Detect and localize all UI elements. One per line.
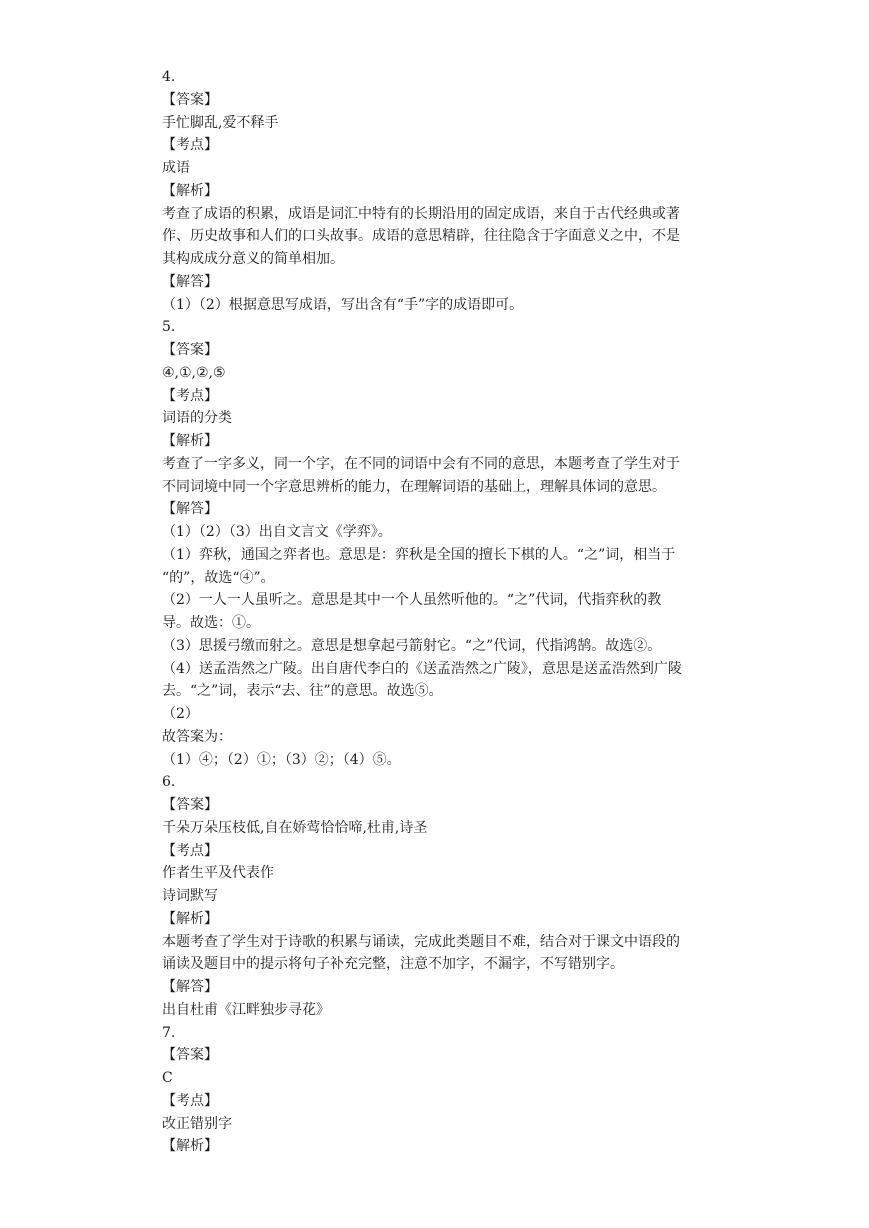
analysis-text: 考查了一字多义，同一个字，在不同的词语中会有不同的意思，本题考查了学生对于 [162,455,680,472]
solution-text: （3）思援弓缴而射之。意思是想拿起弓箭射它。“之”代词，代指鸿鹄。故选②。 [162,637,662,654]
solution-heading: 【解答】 [162,501,218,518]
solution-text: （2） [162,706,199,722]
key-point-text: 作者生平及代表作 [162,865,274,882]
analysis-heading: 【解析】 [162,182,218,199]
key-point-heading: 【考点】 [162,1092,218,1109]
solution-text: （1）（2）（3）出自文言文《学弈》。 [162,524,392,540]
solution-heading: 【解答】 [162,273,218,290]
answer-text: 千朵万朵压枝低,自在娇莺恰恰啼,杜甫,诗圣 [162,819,428,836]
analysis-text: 其构成成分意义的简单相加。 [162,251,344,267]
key-point-heading: 【考点】 [162,137,218,154]
answer-text: C [162,1070,173,1086]
answer-heading: 【答案】 [162,342,218,358]
solution-text: （2）一人一人虽听之。意思是其中一个人虽然听他的。“之”代词，代指弈秋的教 [162,592,662,609]
analysis-text: 考查了成语的积累，成语是词汇中特有的长期沿用的固定成语，来自于古代经典或著 [162,205,680,222]
analysis-text: 作、历史故事和人们的口头故事。成语的意思精辟，往往隐含于字面意义之中，不是 [162,228,680,245]
solution-text: 去。“之”词，表示“去、往”的意思。故选⑤。 [162,683,443,700]
answer-text: ④,①,②,⑤ [162,364,226,381]
analysis-text: 本题考查了学生对于诗歌的积累与诵读，完成此类题目不难，结合对于课文中语段的 [162,933,680,950]
answer-text: 手忙脚乱,爱不释手 [162,114,279,131]
solution-text: （1）（2）根据意思写成语，写出含有“手”字的成语即可。 [162,296,524,313]
solution-text: （1）④；（2）①；（3）②；（4）⑤。 [162,751,401,768]
solution-text: （4）送孟浩然之广陵。出自唐代李白的《送孟浩然之广陵》，意思是送孟浩然到广陵 [162,660,682,677]
question-number: 6. [162,774,176,791]
answer-heading: 【答案】 [162,797,218,813]
key-point-text: 诗词默写 [162,888,218,904]
answer-heading: 【答案】 [162,1047,218,1064]
question-number: 7. [162,1024,176,1041]
key-point-text: 改正错别字 [162,1115,232,1132]
solution-heading: 【解答】 [162,979,218,995]
question-number: 4. [162,69,176,85]
question-number: 5. [162,319,176,336]
solution-text: （1）弈秋，通国之弈者也。意思是：弈秋是全国的擅长下棋的人。“之”词，相当于 [162,546,676,563]
answer-heading: 【答案】 [162,91,218,108]
solution-text: “的”，故选“④”。 [162,569,275,586]
analysis-heading: 【解析】 [162,1138,218,1155]
analysis-text: 诵读及题目中的提示将句子补充完整，注意不加字，不漏字，不写错别字。 [162,956,624,973]
document-page [162,66,722,1158]
analysis-heading: 【解析】 [162,433,218,449]
key-point-heading: 【考点】 [162,387,218,404]
analysis-heading: 【解析】 [162,910,218,927]
solution-text: 出自杜甫《江畔独步寻花》 [162,1001,330,1018]
key-point-text: 词语的分类 [162,410,232,427]
solution-text: 导。故选：①。 [162,615,260,631]
key-point-text: 成语 [162,160,190,176]
key-point-heading: 【考点】 [162,842,218,859]
analysis-text: 不同词境中同一个字意思辨析的能力，在理解词语的基础上，理解具体词的意思。 [162,478,666,495]
solution-text: 故答案为： [162,728,232,745]
